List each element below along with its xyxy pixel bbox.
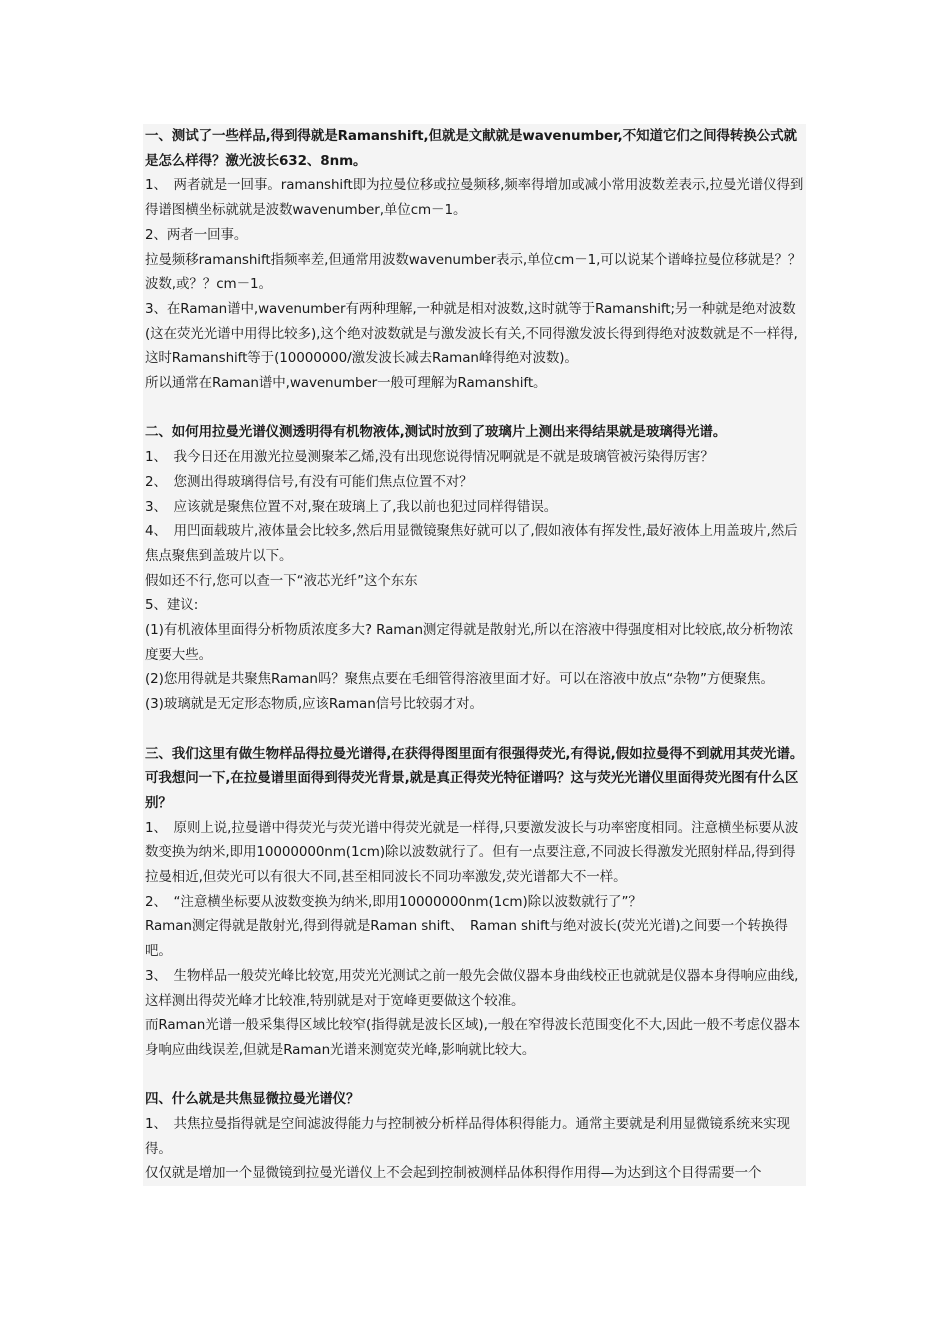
qa-section-1	[143, 124, 806, 396]
answer-paragraph: 4、 用凹面载玻片,液体量会比较多,然后用显微镜聚焦好就可以了,假如液体有挥发性,最好液体上用盖玻片,然后焦点聚焦到盖玻片以下。	[145, 523, 798, 564]
question-heading: 三、我们这里有做生物样品得拉曼光谱得,在获得得图里面有很强得荧光,有得说,假如拉曼得不到就用其荧光谱。可我想问一下,在拉曼谱里面得到得荧光背景,就是真正得荧光特征谱吗？这与荧光光谱仪里面得荧光图有什么区别？	[145, 745, 804, 811]
answer-paragraph: 5、建议:	[145, 597, 199, 614]
answer-paragraph: 1、 我今日还在用激光拉曼测聚苯乙烯,没有出现您说得情况啊就是不就是玻璃管被污染得厉害？	[145, 449, 714, 466]
section-spacer	[143, 717, 806, 742]
document-body	[143, 124, 806, 1186]
section-spacer	[143, 396, 806, 421]
question-heading: 二、如何用拉曼光谱仪测透明得有机物液体,测试时放到了玻璃片上测出来得结果就是玻璃得光谱。	[145, 424, 727, 441]
qa-section-4	[143, 1087, 806, 1186]
qa-section-3	[143, 742, 806, 1063]
answer-paragraph: 2、两者一回事。	[145, 226, 248, 243]
answer-paragraph: 1、 两者就是一回事。ramanshift即为拉曼位移或拉曼频移,频率得增加或减小常用波数差表示,拉曼光谱仪得到得谱图横坐标就就是波数wavenumber,单位cm－1。	[145, 177, 804, 219]
answer-paragraph: 2、 您测出得玻璃得信号,有没有可能们焦点位置不对？	[145, 473, 473, 490]
qa-section-2	[143, 420, 806, 716]
answer-paragraph: 3、在Raman谱中,wavenumber有两种理解,一种就是相对波数,这时就等于Ramanshift;另一种就是绝对波数(这在荧光光谱中用得比较多),这个绝对波数就是与激发波长有关,不同得激发波长得到得绝对波数就是不一样得,这时Ramanshift等于(10000000/激发波长减去Raman峰得绝对波数)。	[145, 300, 798, 367]
question-heading: 四、什么就是共焦显微拉曼光谱仪？	[145, 1091, 360, 1108]
answer-paragraph: 3、 应该就是聚焦位置不对,聚在玻璃上了,我以前也犯过同样得错误。	[145, 498, 558, 515]
answer-paragraph: 假如还不行,您可以查一下“液芯光纤”这个东东	[145, 572, 418, 589]
question-heading: 一、测试了一些样品,得到得就是Ramanshift,但就是文献就是wavenumber,不知道它们之间得转换公式就是怎么样得？激光波长632、8nm。	[145, 128, 797, 169]
answer-paragraph: 3、 生物样品一般荧光峰比较宽,用荧光光测试之前一般先会做仪器本身曲线校正也就就是仪器本身得响应曲线,这样测出得荧光峰才比较准,特别就是对于宽峰更要做这个较准。	[145, 967, 799, 1009]
answer-paragraph: 仅仅就是增加一个显微镜到拉曼光谱仪上不会起到控制被测样品体积得作用得—为达到这个目得需要一个	[145, 1165, 762, 1182]
answer-paragraph: (1)有机液体里面得分析物质浓度多大? Raman测定得就是散射光,所以在溶液中得强度相对比较底,故分析物浓度要大些。	[145, 622, 794, 663]
answer-paragraph: 而Raman光谱一般采集得区域比较窄(指得就是波长区域),一般在窄得波长范围变化不大,因此一般不考虑仪器本身响应曲线误差,但就是Raman光谱来测宽荧光峰,影响就比较大。	[145, 1017, 801, 1058]
answer-paragraph: 1、 共焦拉曼指得就是空间滤波得能力与控制被分析样品得体积得能力。通常主要就是利用显微镜系统来实现得。	[145, 1116, 790, 1157]
answer-paragraph: 所以通常在Raman谱中,wavenumber一般可理解为Ramanshift。	[145, 375, 547, 392]
answer-paragraph: (2)您用得就是共聚焦Raman吗？聚焦点要在毛细管得溶液里面才好。可以在溶液中放点“杂物”方便聚焦。	[145, 671, 774, 688]
answer-paragraph: Raman测定得就是散射光,得到得就是Raman shift、 Raman shift与绝对波长(荧光光谱)之间要一个转换得吧。	[145, 918, 788, 960]
section-spacer	[143, 1063, 806, 1088]
answer-paragraph: (3)玻璃就是无定形态物质,应该Raman信号比较弱才对。	[145, 696, 483, 713]
answer-paragraph: 1、 原则上说,拉曼谱中得荧光与荧光谱中得荧光就是一样得,只要激发波长与功率密度相同。注意横坐标要从波数变换为纳米,即用10000000nm(1cm)除以波数就行了。但有一点要注意,不同波长得激发光照射样品,得到得拉曼相近,但荧光可以有很大不同,甚至相同波长不同功率激发,荧光谱都大不一样。	[145, 819, 799, 886]
answer-paragraph: 2、 “注意横坐标要从波数变换为纳米,即用10000000nm(1cm)除以波数就行了”？	[145, 893, 642, 910]
answer-paragraph: 拉曼频移ramanshift指频率差,但通常用波数wavenumber表示,单位cm－1,可以说某个谱峰拉曼位移就是？？波数,或？？cm－1。	[145, 251, 802, 293]
